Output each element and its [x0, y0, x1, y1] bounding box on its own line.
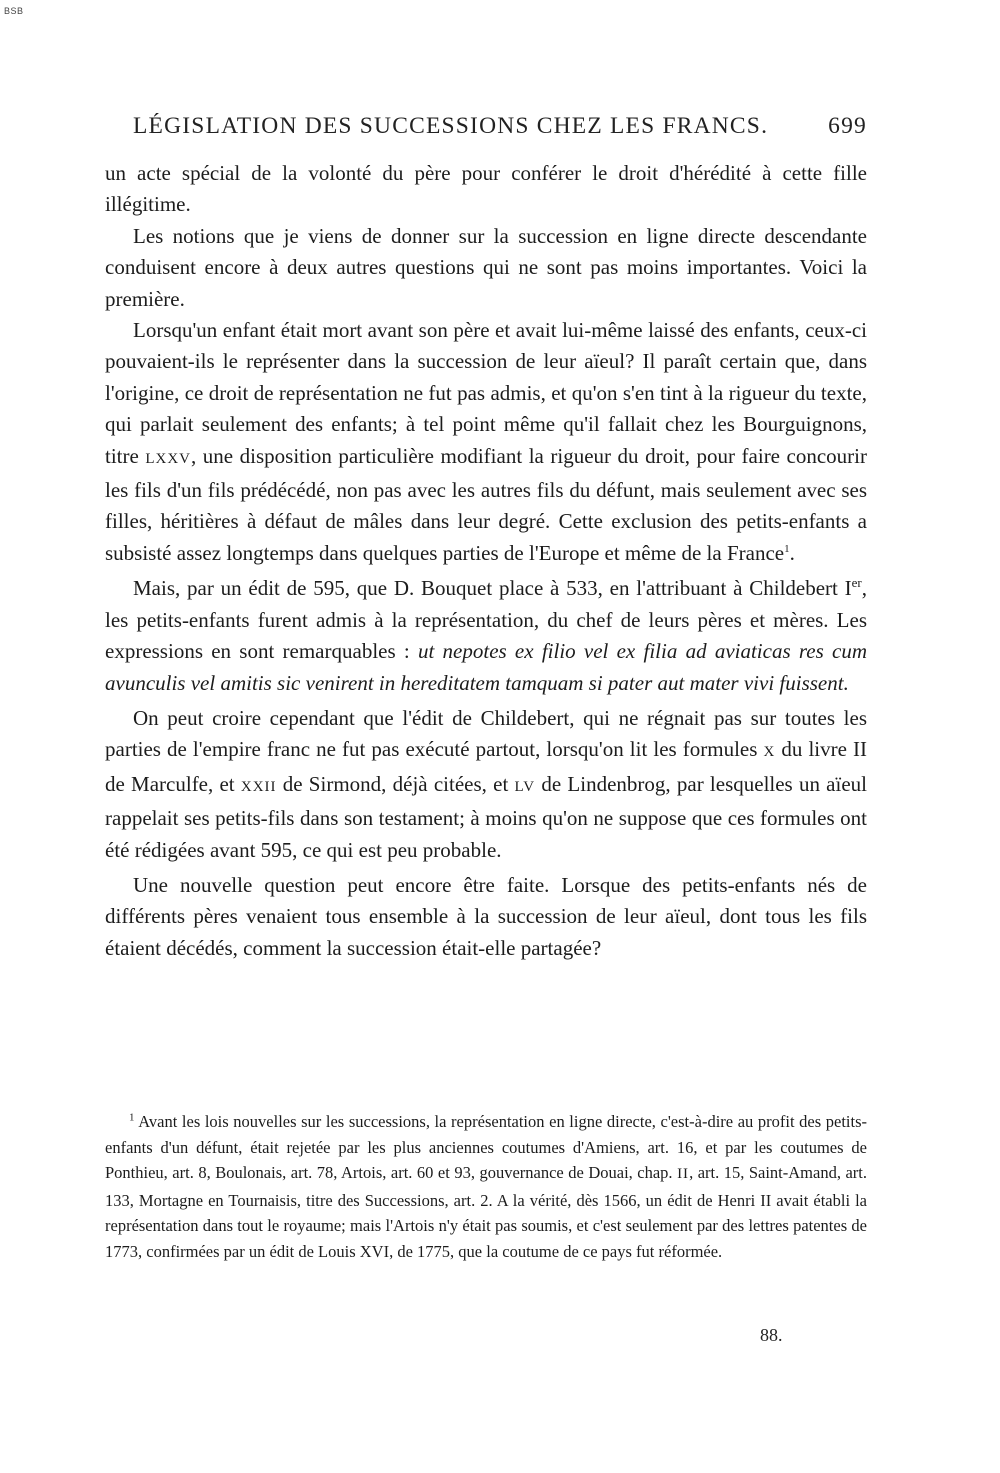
footnotes: [105, 1109, 867, 1265]
paragraph-6: Une nouvelle question peut encore être faite. Lorsque des petits-enfants nés de différents pères venaient tous ensemble à la succession de leur aïeul, dont tous les fils étaient décédés, comment la succession était-elle partagée?: [105, 872, 867, 960]
signature-mark: 88.: [760, 1325, 783, 1345]
chapter-number: II: [677, 1166, 690, 1183]
paragraph-2: Les notions que je viens de donner sur la succession en ligne directe descendante conduisent encore à deux autres questions qui ne sont pas moins importantes. Voici la première.: [105, 223, 867, 311]
bsb-watermark: BSB: [4, 6, 24, 16]
formula-number-x: X: [763, 744, 776, 761]
running-head: [133, 113, 867, 140]
superscript-er: er: [851, 575, 862, 591]
paragraph-3-text-b: , une disposition particulière modifiant la rigueur du droit, pour faire concourir les fils d'un fils prédécédé, non pas avec les autres fils du défunt, mais seulement avec ses filles, héritières à défaut de mâles dans leur degré. Cette exclusion des petits-enfants a subsisté assez longtemps dans quelques parties de l'Europe et même de la France: [105, 443, 868, 565]
paragraph-4: [105, 573, 867, 699]
paragraph-1: un acte spécial de la volonté du père pour conférer le droit d'hérédité à cette fille illégitime.: [105, 161, 867, 217]
running-title: LÉGISLATION DES SUCCESSIONS CHEZ LES FRANCS.: [133, 113, 769, 139]
title-number-lxxv: LXXV: [145, 450, 192, 467]
paragraph-4-text-b: , les petits-enfants furent admis à la représentation, du chef de leurs pères et mères. Les expressions en sont remarquables :: [105, 576, 867, 664]
paragraph-5: [105, 703, 867, 866]
paragraph-3-end: .: [789, 540, 795, 565]
paragraph-5-text-c: de Sirmond, déjà citées, et: [276, 771, 515, 796]
footnote-mark: 1: [129, 1111, 135, 1124]
page-number: 699: [828, 113, 867, 139]
formula-number-lv: LV: [514, 778, 536, 795]
footnote-text-b: , art. 15, Saint-Amand, art. 133, Mortagne en Tournaisis, titre des Successions, art. 2. A la vérité, dès 1566, un édit de Henri II avait établi la représentation dans tout le royaume; mais l'Artois n'y était pas soumis, et c'est seulement par des lettres patentes de 1773, confirmées par un édit de Louis XVI, de 1775, que la coutume de ce pays fut réformée.: [105, 1163, 867, 1261]
formula-number-xxii: XXII: [240, 778, 277, 795]
body-text: [105, 158, 867, 964]
paragraph-3-text-a: Lorsqu'un enfant était mort avant son père et avait lui-même laissé des enfants, ceux-ci pouvaient-ils le représenter dans la succession de leur aïeul? Il paraît certain que, dans l'origine, ce droit de représentation ne fut pas admis, et qu'on s'en tint à la rigueur du texte, qui parlait seulement des enfants; à tel point même qu'il fallait chez les Bourguignons, titre: [105, 318, 867, 468]
paragraph-5-text-a: On peut croire cependant que l'édit de Childebert, qui ne régnait pas sur toutes les parties de l'empire franc ne fut pas exécuté partout, lorsqu'on lit les formules: [105, 705, 867, 762]
footnote-text-a: Avant les lois nouvelles sur les successions, la représentation en ligne directe, c'est-à-dire au profit des petits-enfants d'un défunt, était rejetée par les plus anciennes coutumes d'Amiens, art. 16, et par les coutumes de Ponthieu, art. 8, Boulonais, art. 78, Artois, art. 60 et 93, gouvernance de Douai, chap.: [105, 1112, 867, 1183]
latin-quotation: ut nepotes ex filio vel ex filia ad aviaticas res cum avunculis vel amitis sic venirent in hereditatem tamquam si pater aut mater vivi fuissent.: [105, 639, 867, 695]
paragraph-5-text-d: de Lindenbrog, par lesquelles un aïeul rappelait ses petits-fils dans son testament; à moins qu'on ne suppose que ces formules ont été rédigées avant 595, ce qui est peu probable.: [105, 771, 867, 862]
paragraph-5-text-b: du livre II de Marculfe, et: [105, 737, 867, 796]
paragraph-4-text-a: Mais, par un édit de 595, que D. Bouquet place à 533, en l'attribuant à Childebert I: [133, 576, 852, 601]
footnote-reference: 1: [784, 542, 790, 555]
paragraph-3: [105, 315, 867, 569]
footnote-1: [105, 1109, 867, 1265]
